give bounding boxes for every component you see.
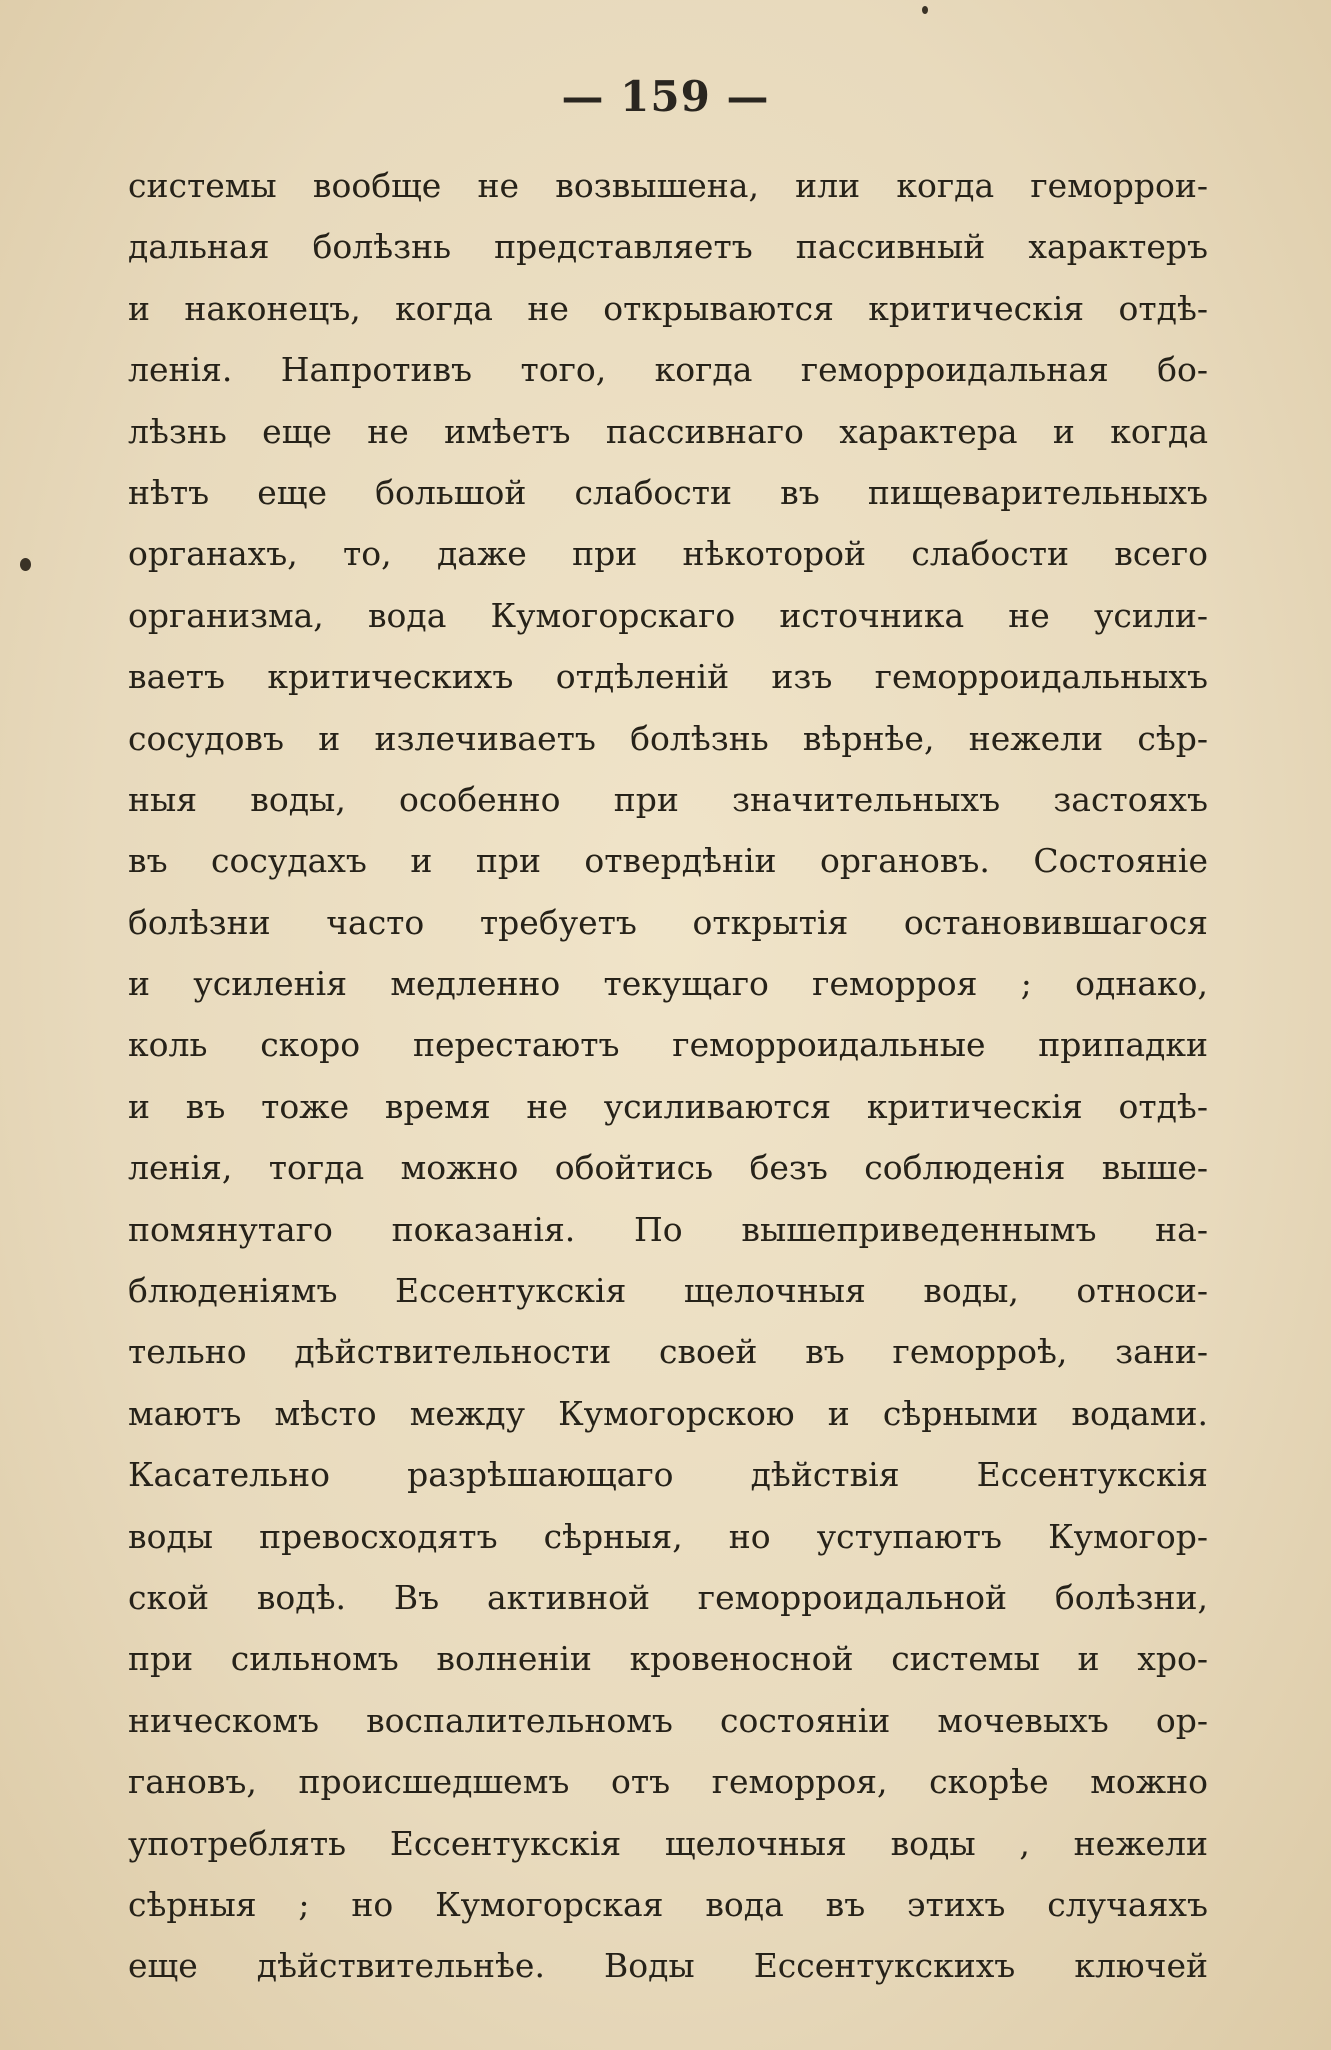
- text-line: ленія, тогда можно обойтись безъ соблюденія выше-: [128, 1148, 1208, 1188]
- body-text: [128, 155, 1208, 1997]
- text-line: системы вообще не возвышена, или когда геморрои-: [128, 166, 1208, 205]
- text-line: дальная болѣзнь представляетъ пассивный характеръ: [128, 227, 1208, 267]
- text-line: воды превосходятъ сѣрныя, но уступаютъ Кумогор-: [128, 1516, 1208, 1556]
- text-line: маютъ мѣсто между Кумогорскою и сѣрными водами.: [128, 1393, 1208, 1433]
- text-line: ской водѣ. Въ активной геморроидальной болѣзни,: [128, 1577, 1208, 1617]
- text-line: коль скоро перестаютъ геморроидальные припадки: [128, 1025, 1208, 1065]
- text-line: при сильномъ волненіи кровеносной системы и хро-: [128, 1639, 1208, 1679]
- text-line: ленія. Напротивъ того, когда геморроидальная бо-: [128, 350, 1208, 390]
- text-line: и усиленія медленно текущаго геморроя ; однако,: [128, 964, 1208, 1004]
- text-line: употреблять Ессентукскія щелочныя воды , нежели: [128, 1823, 1208, 1863]
- text-line: лѣзнь еще не имѣетъ пассивнаго характера и когда: [128, 411, 1208, 451]
- text-line: ническомъ воспалительномъ состояніи мочевыхъ ор-: [128, 1700, 1208, 1740]
- text-line: въ сосудахъ и при отвердѣніи органовъ. Состояніе: [128, 841, 1208, 881]
- text-line: Касательно разрѣшающаго дѣйствія Ессентукскія: [128, 1455, 1208, 1495]
- text-line: организма, вода Кумогорскаго источника не усили-: [128, 595, 1208, 635]
- text-line: болѣзни часто требуетъ открытія остановившагося: [128, 902, 1208, 942]
- page-number: — 159 —: [561, 72, 770, 121]
- text-line: нѣтъ еще большой слабости въ пищеварительныхъ: [128, 472, 1208, 512]
- text-line: ныя воды, особенно при значительныхъ застояхъ: [128, 779, 1208, 819]
- text-line: еще дѣйствительнѣе. Воды Ессентукскихъ ключей: [128, 1946, 1208, 1986]
- text-line: и въ тоже время не усиливаются критическія отдѣ-: [128, 1086, 1208, 1126]
- ink-speck-top: [922, 6, 928, 14]
- text-line: блюденіямъ Ессентукскія щелочныя воды, относи-: [128, 1271, 1208, 1311]
- text-line: сосудовъ и излечиваетъ болѣзнь вѣрнѣе, нежели сѣр-: [128, 718, 1208, 758]
- text-line: ваетъ критическихъ отдѣленій изъ геморроидальныхъ: [128, 657, 1208, 697]
- text-line: гановъ, происшедшемъ отъ геморроя, скорѣе можно: [128, 1762, 1208, 1802]
- text-line: органахъ, то, даже при нѣкоторой слабости всего: [128, 534, 1208, 574]
- text-line: помянутаго показанія. По вышеприведеннымъ на-: [128, 1209, 1208, 1249]
- text-line: и наконецъ, когда не открываются критическія отдѣ-: [128, 288, 1208, 328]
- ink-speck-margin: [20, 558, 31, 571]
- text-line: сѣрныя ; но Кумогорская вода въ этихъ случаяхъ: [128, 1884, 1208, 1924]
- text-line: тельно дѣйствительности своей въ геморроѣ, зани-: [128, 1332, 1208, 1372]
